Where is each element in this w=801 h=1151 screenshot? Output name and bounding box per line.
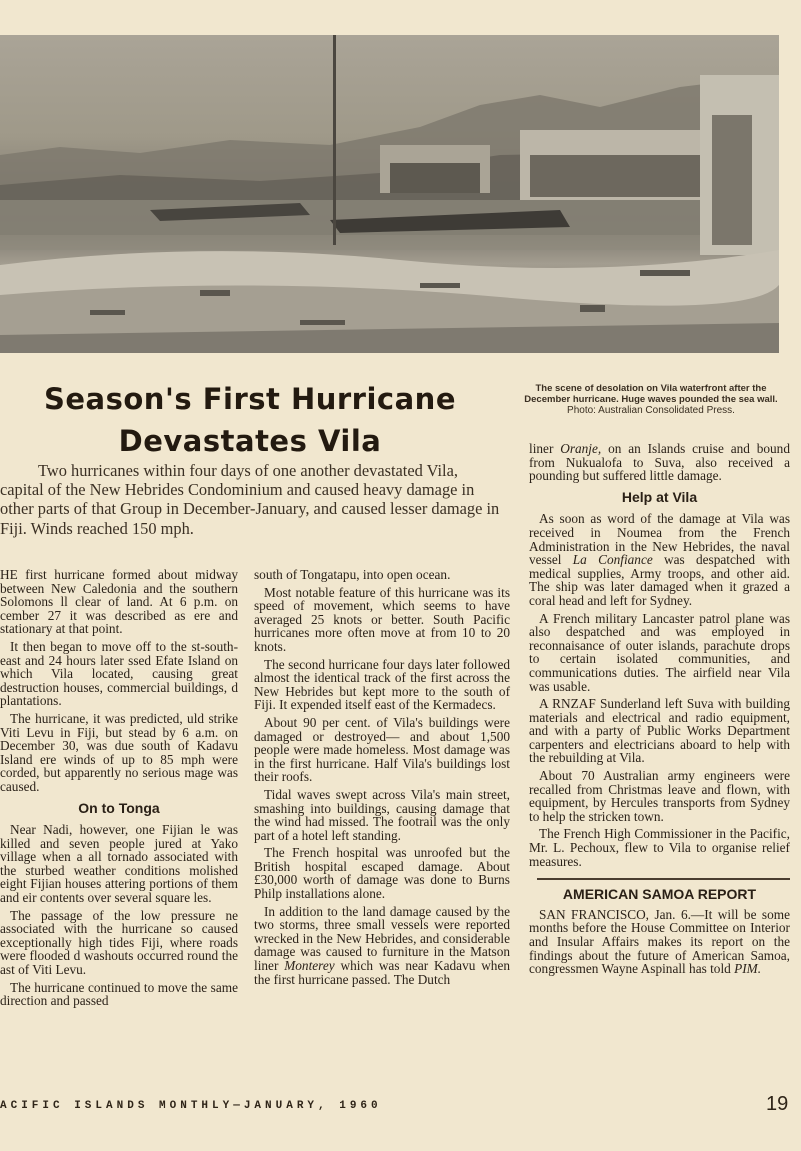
paragraph-text: In addition to the land damage caused by the two storms, three small vessels were reported wrecked in the New Hebrides, and considerable damage was caused to furniture in the Matson liner bbox=[254, 903, 510, 974]
paragraph: A RNZAF Sunderland left Suva with building materials and electrical and radio equipment, and with a party of Public Works Department carpenters and electricians aboard to help with the rebuilding at Vila. bbox=[529, 696, 790, 766]
article-column-3 bbox=[529, 442, 790, 980]
paragraph: south of Tongatapu, into open ocean. bbox=[254, 567, 451, 582]
paragraph: The French hospital was unroofed but the British hospital escaped damage. About £30,000 worth of damage was done to Burns Philp installations alone. bbox=[254, 845, 510, 902]
headline bbox=[20, 378, 480, 462]
paragraph: The hurricane, it was predicted, uld strike Viti Levu in Fiji, but stead by 6 a.m. on December 30, was due south of Kadavu Island ere winds of up to 85 mph were corded, but apparently no serious mage was caused. bbox=[0, 710, 238, 794]
headline-line-1: Season's First Hurricane bbox=[44, 382, 456, 416]
paragraph-text: liner bbox=[529, 441, 554, 456]
paragraph: HE first hurricane formed about midway between New Caledonia and the southern Solomons ll clear of land. At 6 p.m. on cember 27 it was described as ere and stationary at that point. bbox=[0, 567, 238, 637]
waterfront-photo bbox=[0, 35, 779, 353]
paragraph bbox=[254, 905, 510, 987]
paragraph-text: was despatched with medical supplies, Army troops, and other aid. The ship was later damaged when it grazed a coral head and left for Sydney. bbox=[529, 552, 790, 608]
paragraph: The hurricane continued to move the same direction and passed bbox=[0, 979, 238, 1009]
paragraph bbox=[529, 908, 790, 976]
paragraph: Most notable feature of this hurricane was its speed of movement, which seems to have averaged 25 knots or better. South Pacific hurricanes more often move at from 10 to 20 knots. bbox=[254, 584, 510, 654]
paragraph: The French High Commissioner in the Pacific, Mr. L. Pechoux, flew to Vila to organise relief measures. bbox=[529, 826, 790, 869]
standfirst: Two hurricanes within four days of one another devastated Vila, capital of the New Hebrides Condominium and caused heavy damage in other parts of that Group in December-January, and caused lesser damage in Fiji. Winds reached 150 mph. bbox=[0, 461, 500, 538]
publication-name: PIM. bbox=[734, 961, 762, 977]
ship-name: Monterey bbox=[284, 958, 335, 974]
section-divider bbox=[537, 878, 790, 880]
subheading-help-at-vila: Help at Vila bbox=[621, 488, 698, 505]
article-column-2 bbox=[254, 568, 510, 990]
paragraph bbox=[529, 512, 790, 607]
paragraph: Near Nadi, however, one Fijian le was killed and seven people jured at Yako village when a all tornado associated with the sturbed weather conditions molished eight Fijian houses attering portions of them and eir contents over several square les. bbox=[0, 822, 238, 906]
paragraph: A French military Lancaster patrol plane was also despatched and was employed in reconnaisance of outer islands, parachute drops to certain isolated communities, and communications duties. The airfield near Vila was usable. bbox=[529, 610, 790, 694]
paragraph-text: SAN FRANCISCO, Jan. 6.—It will be some months before the House Committee on Interior and Insular Affairs makes its report on the findings about the future of American Samoa, congressmen Wayne Aspinall has told bbox=[529, 906, 790, 977]
article-column-1 bbox=[0, 568, 238, 1012]
paragraph: Tidal waves swept across Vila's main street, smashing into buildings, causing damage that the wind had missed. The footrail was the only part of a hotel left standing. bbox=[254, 786, 510, 843]
paragraph: It then began to move off to the st-south-east and 24 hours later ssed Efate Island on which Vila located, causing great destruction houses, commercial buildings, d plantations. bbox=[0, 638, 238, 709]
paragraph: The passage of the low pressure ne associated with the hurricane so caused exceptionally high tides Fiji, where roads were flooded d washouts occurred round the ast of Viti Levu. bbox=[0, 907, 238, 978]
paragraph: The second hurricane four days later followed almost the identical track of the first across the New Hebrides but kept more to the south of Fiji. It expended itself east of the Kermadecs. bbox=[254, 656, 510, 713]
paragraph-text: As soon as word of the damage at Vila was received in Noumea from the French Administration in the New Hebrides, the naval vessel bbox=[529, 511, 790, 568]
paragraph: About 90 per cent. of Vila's buildings were damaged or destroyed— and about 1,500 people were made homeless. Most damage was in the first hurricane. Half Vila's buildings lost their roofs. bbox=[254, 714, 510, 785]
subheading-on-to-tonga: On to Tonga bbox=[78, 799, 160, 816]
ship-name: La Confiance bbox=[572, 552, 653, 568]
headline-line-2: Devastates Vila bbox=[118, 424, 382, 458]
paragraph-text: which was near Kadavu when the first hurricane passed. The Dutch bbox=[254, 958, 510, 987]
paragraph-text: on an Islands cruise and bound from Nukualofa to Suva, also received a pounding but suffered little damage. bbox=[529, 441, 790, 484]
paragraph: About 70 Australian army engineers were recalled from Christmas leave and flown, with equipment, by Hercules transports from Sydney to help the stricken town. bbox=[529, 768, 790, 824]
page-number: 19 bbox=[766, 1093, 789, 1115]
ship-name: Oranje, bbox=[560, 441, 602, 456]
photo-caption bbox=[520, 383, 782, 416]
american-samoa-heading: AMERICAN SAMOA REPORT bbox=[562, 886, 757, 903]
photo-credit: Photo: Australian Consolidated Press. bbox=[567, 405, 735, 416]
page-footer: ACIFIC ISLANDS MONTHLY—JANUARY, 1960 bbox=[0, 1100, 382, 1112]
photo-illustration bbox=[0, 35, 779, 353]
caption-text: The scene of desolation on Vila waterfront after the December hurricane. Huge waves pounded the sea wall. bbox=[524, 383, 778, 405]
paragraph bbox=[529, 442, 790, 483]
